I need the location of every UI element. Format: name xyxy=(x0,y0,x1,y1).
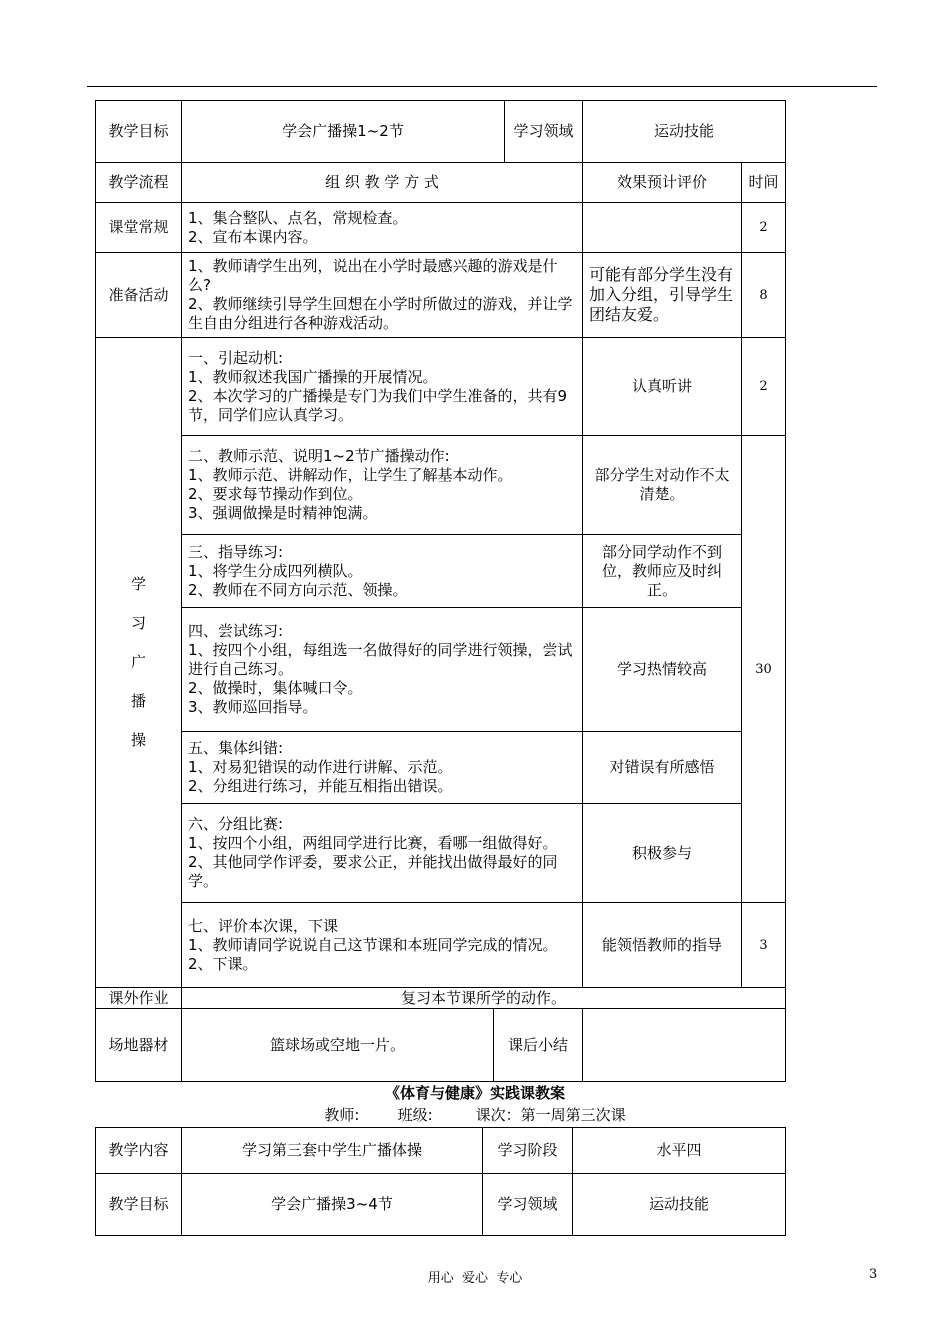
learn-section-label xyxy=(96,338,182,988)
step-content xyxy=(182,608,583,732)
step-effect: 对错误有所感悟 xyxy=(583,732,742,804)
domain-label: 学习领域 xyxy=(483,1174,573,1236)
step-effect: 能领悟教师的指导 xyxy=(583,903,742,988)
label-char: 学 xyxy=(130,575,146,593)
goal-row xyxy=(96,101,786,163)
step-content xyxy=(182,903,583,988)
homework-label: 课外作业 xyxy=(96,988,182,1009)
content-value: 学习第三套中学生广播体操 xyxy=(182,1128,483,1174)
venue-label: 场地器材 xyxy=(96,1009,182,1082)
step-line: 二、教师示范、说明1~2节广播操动作: xyxy=(188,447,450,465)
step-time: 2 xyxy=(742,338,786,436)
step-line: 七、评价本次课，下课 xyxy=(188,916,339,935)
venue-row xyxy=(96,1009,786,1082)
step-line: 四、尝试练习: xyxy=(188,622,284,640)
goal-label: 教学目标 xyxy=(96,101,182,163)
prep-label: 准备活动 xyxy=(96,253,182,338)
step-row-6 xyxy=(96,804,786,903)
step-row-5 xyxy=(96,732,786,804)
prep-line: 2、教师继续引导学生回想在小学时所做过的游戏，并让学生自由分组进行各种游戏活动。 xyxy=(188,295,573,332)
venue-value: 篮球场或空地一片。 xyxy=(182,1009,494,1082)
step-line: 1、教师叙述我国广播操的开展情况。 xyxy=(188,367,438,386)
footer-motto: 用心 爱心 专心 xyxy=(427,1271,523,1286)
stage-value: 水平四 xyxy=(573,1128,786,1174)
step-line: 3、强调做操是时精神饱满。 xyxy=(188,504,378,522)
steps-merged-time: 30 xyxy=(742,436,786,903)
lesson2-table xyxy=(95,1127,786,1236)
step-line: 五、集体纠错: xyxy=(188,739,284,757)
step-line: 2、本次学习的广播操是专门为我们中学生准备的，共有9节，同学们应认真学习。 xyxy=(188,386,568,424)
lesson2-meta: 教师: 班级: 课次：第一周第三次课 xyxy=(324,1106,626,1124)
step-time: 3 xyxy=(742,903,786,988)
stage-label: 学习阶段 xyxy=(483,1128,573,1174)
step-effect: 认真听讲 xyxy=(583,338,742,436)
flow-header: 教学流程 xyxy=(96,163,182,203)
goal-value: 学会广播操1~2节 xyxy=(182,101,505,163)
lesson2-title: 《体育与健康》实践课教案 xyxy=(384,1084,565,1102)
method-header: 组 织 教 学 方 式 xyxy=(182,163,583,203)
prep-line: 1、教师请学生出列，说出在小学时最感兴趣的游戏是什么? xyxy=(188,257,558,294)
content-row xyxy=(96,1128,786,1174)
step-line: 1、教师示范、讲解动作，让学生了解基本动作。 xyxy=(188,466,513,484)
label-char: 操 xyxy=(130,731,146,749)
step-line: 1、教师请同学说说自己这节课和本班同学完成的情况。 xyxy=(188,935,558,954)
step-row-4 xyxy=(96,608,786,732)
routine-line: 1、集合整队、点名，常规检查。 xyxy=(188,208,408,227)
step-effect: 学习热情较高 xyxy=(583,608,742,732)
homework-value: 复习本节课所学的动作。 xyxy=(182,988,786,1009)
step-content xyxy=(182,804,583,903)
step-content xyxy=(182,436,583,535)
step-line: 2、教师在不同方向示范、领操。 xyxy=(188,580,408,599)
step-line: 1、按四个小组，两组同学进行比赛，看哪一组做得好。 xyxy=(188,834,558,852)
prep-time: 8 xyxy=(742,253,786,338)
routine-line: 2、宣布本课内容。 xyxy=(188,227,318,246)
prep-content xyxy=(182,253,583,338)
summary-value xyxy=(583,1009,786,1082)
page-number: 3 xyxy=(869,1267,878,1282)
goal-value: 学会广播操3~4节 xyxy=(182,1174,483,1236)
effect-header: 效果预计评价 xyxy=(583,163,742,203)
goal-label: 教学目标 xyxy=(96,1174,182,1236)
lesson-plan-table xyxy=(95,100,786,1082)
step-line: 六、分组比赛: xyxy=(188,815,284,833)
step-row-1 xyxy=(96,338,786,436)
step-line: 1、将学生分成四列横队。 xyxy=(188,561,363,580)
domain-label: 学习领域 xyxy=(505,101,583,163)
step-effect: 部分学生对动作不太清楚。 xyxy=(583,436,742,535)
step-row-2 xyxy=(96,436,786,535)
step-content xyxy=(182,535,583,608)
routine-time: 2 xyxy=(742,203,786,253)
content-label: 教学内容 xyxy=(96,1128,182,1174)
step-line: 2、分组进行练习，并能互相指出错误。 xyxy=(188,777,453,795)
step-effect: 积极参与 xyxy=(583,804,742,903)
step-content xyxy=(182,732,583,804)
prep-row xyxy=(96,253,786,338)
label-char: 习 xyxy=(130,614,146,632)
domain-value: 运动技能 xyxy=(583,101,786,163)
step-line: 3、教师巡回指导。 xyxy=(188,698,318,716)
step-line: 2、做操时，集体喊口令。 xyxy=(188,679,363,697)
step-line: 1、按四个小组，每组选一名做得好的同学进行领操，尝试进行自己练习。 xyxy=(188,641,573,678)
routine-content xyxy=(182,203,583,253)
step-line: 一、引起动机: xyxy=(188,348,284,367)
time-header: 时间 xyxy=(742,163,786,203)
label-char: 广 xyxy=(130,653,146,671)
homework-row xyxy=(96,988,786,1009)
step-row-7 xyxy=(96,903,786,988)
routine-effect xyxy=(583,203,742,253)
domain-value: 运动技能 xyxy=(573,1174,786,1236)
routine-row xyxy=(96,203,786,253)
summary-label: 课后小结 xyxy=(494,1009,583,1082)
header-row xyxy=(96,163,786,203)
label-char: 播 xyxy=(130,692,146,710)
header-rule xyxy=(87,86,877,87)
routine-label: 课堂常规 xyxy=(96,203,182,253)
step-line: 2、下课。 xyxy=(188,954,258,973)
step-effect: 部分同学动作不到位，教师应及时纠正。 xyxy=(583,535,742,608)
step-line: 三、指导练习: xyxy=(188,542,284,561)
step-line: 1、对易犯错误的动作进行讲解、示范。 xyxy=(188,758,453,776)
goal-row xyxy=(96,1174,786,1236)
prep-effect: 可能有部分学生没有加入分组，引导学生团结友爱。 xyxy=(583,253,742,338)
step-line: 2、其他同学作评委，要求公正，并能找出做得最好的同学。 xyxy=(188,853,558,890)
step-row-3 xyxy=(96,535,786,608)
step-line: 2、要求每节操动作到位。 xyxy=(188,485,363,503)
step-content xyxy=(182,338,583,436)
